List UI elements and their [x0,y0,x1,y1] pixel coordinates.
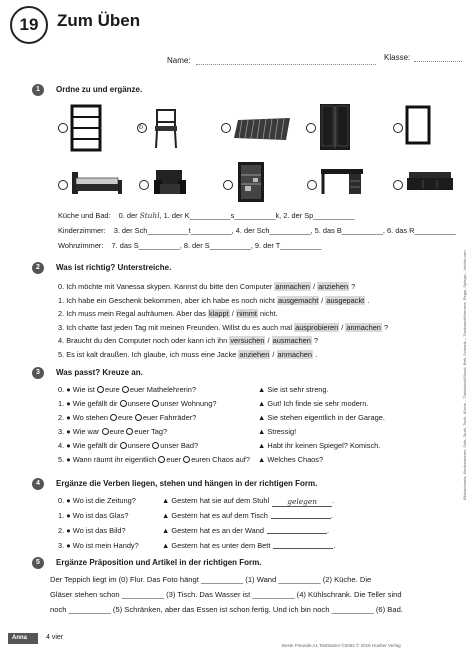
option-separator: / [229,309,236,318]
shelf-image [70,104,102,152]
ex4-answer-line [162,526,329,535]
sofa-image [405,170,455,194]
option-separator: / [319,295,326,305]
question-tail: Fahrräder? [159,413,197,422]
ex3-answer: ▲ Sie ist sehr streng. [258,385,329,394]
choice-radio-schreibtisch[interactable] [307,180,317,190]
option-separator: / [270,349,277,359]
ex3-answer: ▲ Habt ihr keinen Spiegel? Komisch. [258,441,381,450]
choice-radio-kuehlschrank[interactable] [223,180,233,190]
sentence-text: 1. Ich habe ein Geschenk bekommen, aber ich habe es noch nicht [58,295,277,305]
handwritten-answer: Stuhl [139,211,160,220]
ex3-answer: ▲ Welches Chaos? [258,455,324,464]
option-1-label: unsere [127,441,151,450]
ex4-question: 2. ● Wo ist das Bild? [58,526,126,535]
option-a[interactable]: anziehen [239,349,270,359]
armchair-image [152,168,188,198]
exercise-2-number: 2 [32,262,44,274]
room-label: Küche und Bad: [58,211,111,220]
option-1-radio[interactable] [158,456,165,463]
exercise-number-badge: 19 [10,6,48,44]
sentence-text: 5. Es ist kalt draußen. Ich glaube, ich muss eine Jacke [58,349,239,359]
option-1-label: euer [166,455,182,464]
answer-text: ▲ Gestern hat sie auf dem Stuhl [162,496,270,505]
answer-blank[interactable]: gelegen [272,497,332,507]
choice-radio-spiegel[interactable] [393,123,403,133]
exercise-1-heading: Ordne zu und ergänze. [56,85,143,94]
ex3-question [58,399,216,408]
sentence-text: 0. Ich möchte mit Vanessa skypen. Kannst du bitte den Computer [58,282,275,291]
sentence-end: . [330,511,333,520]
room-label: Wohnzimmer: [58,241,104,250]
image-credits-sidebar: Bildnachweis: Kinderzimmer, Sofa, Stuhl, Tisch, Küche – Thinkstock/iStock; Bett, Schrank – Thinkstock/Hemera; Regal, Spiegel – fotolia.com [462,250,467,500]
ex4-question: 3. ● Wo ist mein Handy? [58,541,139,550]
ex3-answer: ▲ Gut! Ich finde sie sehr modern. [258,399,369,408]
option-1-radio[interactable] [120,442,127,449]
sentence-end: nicht. [257,309,278,318]
ex4-answer-line [162,496,334,507]
answer-text: ▲ Gestern hat es an der Wand [162,526,264,535]
class-label: Klasse: [384,53,411,62]
question-text: 4. ● Wie gefällt dir [58,441,118,450]
exercise-1-number: 1 [32,84,44,96]
option-separator: / [310,282,318,291]
ex1-line-text: 7. das S__________, 8. der S__________, 9. der T__________ [111,241,322,250]
option-b[interactable]: anmachen [277,349,313,359]
option-1-label: eure [118,413,133,422]
ex3-answer: ▲ Sie stehen eigentlich in der Garage. [258,413,385,422]
option-b[interactable]: nimmt [236,309,257,318]
mirror-image [405,105,431,145]
option-2-label: euer [129,385,145,394]
page-title: Zum Üben [57,11,141,30]
option-1-radio[interactable] [102,428,109,435]
answer-blank[interactable] [267,533,327,534]
sentence-end: . [365,295,370,305]
ex2-sentence [58,336,318,345]
ex3-question [58,455,250,464]
ex2-sentence [58,309,278,318]
option-2-label: euer [142,413,158,422]
ex3-answer: ▲ Stressig! [258,427,297,436]
choice-radio-sofa[interactable] [393,180,403,190]
option-b[interactable]: ausmachen [272,336,311,345]
chair-image [151,108,181,150]
footer-credit: Beste Freunde A1 Testtrainer ©2052 © 2016 Hueber Verlag [282,643,401,648]
question-tail: Wohnung? [180,399,217,408]
exercise-4-number: 4 [32,478,44,490]
ex1-line-kueche [58,211,354,220]
choice-radio-teppich[interactable] [221,123,231,133]
option-2-radio[interactable] [183,456,190,463]
ex1-line-text: 0. der [118,211,138,220]
choice-radio-regal[interactable] [58,123,68,133]
footer-tab: Anna [8,633,38,644]
ex4-question: 0. ● Wo ist die Zeitung? [58,496,136,505]
question-tail: Tag? [151,427,168,436]
carpet-image [232,116,292,142]
option-1-label: eure [109,427,125,436]
marked-choice-number: 6 [139,123,144,131]
sentence-end: . [333,541,336,550]
name-label: Name: [167,56,191,65]
option-2-label: unser [160,441,179,450]
option-2-radio[interactable] [122,386,129,393]
question-text: 0. ● Wie ist [58,385,95,394]
fridge-image [236,160,266,204]
sentence-text: 3. Ich chatte fast jeden Tag mit meinen Freunden. Willst du es auch mal [58,322,295,332]
question-text: 1. ● Wie gefällt dir [58,399,118,408]
option-b[interactable]: ausgepackt [326,295,365,305]
question-text: 3. ● Wie war [58,427,100,436]
answer-text: ▲ Gestern hat es unter dem Bett [162,541,271,550]
answer-blank[interactable] [273,548,333,549]
choice-radio-sessel[interactable] [139,180,149,190]
ex1-line-text: 3. der Sch__________t__________, 4. der Sch__________, 5. das B__________, 6. das R__________ [113,226,456,235]
option-2-label: unser [160,399,179,408]
bed-image [70,168,124,198]
option-a[interactable]: ausprobieren [295,322,339,332]
page-number: 4 vier [46,634,64,641]
desk-image [319,166,365,198]
ex4-answer-line [162,511,333,520]
sentence-end: . [326,526,330,535]
room-label: Kinderzimmer: [58,226,106,235]
option-2-radio[interactable] [152,400,159,407]
ex1-line-wohnzimmer [58,241,321,250]
question-tail: Mathelehrerin? [146,385,197,394]
sentence-end: . [313,349,318,359]
question-tail: Chaos auf? [212,455,250,464]
sentence-end: ? [311,336,318,345]
option-a[interactable]: ausgemacht [277,295,319,305]
option-a[interactable]: anmachen [275,282,310,291]
ex2-sentence [58,323,388,332]
ex3-question [58,413,196,422]
ex5-text-line: Gläser stehen schon __________ (3) Tisch. Das Wasser ist __________ (4) Kühlschrank. Die Teller sind [50,590,402,599]
exercise-2-heading: Was ist richtig? Unterstreiche. [56,263,172,272]
option-2-radio[interactable] [126,428,133,435]
sentence-end: . [332,496,335,505]
sentence-end: ? [349,282,356,291]
question-tail: Bad? [180,441,199,450]
option-1-radio[interactable] [120,400,127,407]
option-separator: / [265,336,272,345]
exercise-3-number: 3 [32,367,44,379]
option-b[interactable]: anziehen [318,282,349,291]
answer-blank[interactable] [271,518,331,519]
ex4-question: 1. ● Wo ist das Glas? [58,511,129,520]
option-1-radio[interactable] [110,414,117,421]
option-1-label: eure [104,385,120,394]
question-text: 2. ● Wo stehen [58,413,108,422]
question-text: 5. ● Wann räumt ihr eigentlich [58,455,157,464]
ex5-text-line: Der Teppich liegt im (0) Flur. Das Foto hängt __________ (1) Wand __________ (2) Küche. Die [50,575,372,584]
option-2-radio[interactable] [152,442,159,449]
choice-radio-bett[interactable] [58,180,68,190]
sentence-text: 2. Ich muss mein Regal aufräumen. Aber das [58,309,208,318]
ex3-question [58,441,198,450]
ex3-question [58,427,167,436]
option-a[interactable]: klappt [208,309,229,318]
ex2-sentence [58,296,369,305]
option-1-label: unsere [127,399,151,408]
option-2-label: euer [134,427,150,436]
option-b[interactable]: anmachen [346,322,381,332]
class-field[interactable] [414,61,462,62]
ex2-sentence [58,282,355,291]
name-field[interactable] [196,64,376,65]
exercise-5-heading: Ergänze Präposition und Artikel in der richtigen Form. [56,558,262,567]
option-1-radio[interactable] [97,386,104,393]
ex4-answer-line [162,541,335,550]
exercise-5-number: 5 [32,557,44,569]
ex1-line-rest: , 1. der K__________s__________k, 2. der Sp__________ [159,211,355,220]
sentence-end: ? [381,322,389,332]
wardrobe-image [318,102,352,152]
ex5-text-line: noch __________ (5) Schränken, aber das Essen ist schon fertig. Und ich bin noch __________ (6) Bad. [50,605,403,614]
ex2-sentence [58,350,317,359]
ex1-line-kinderzimmer [58,226,456,235]
exercise-4-heading: Ergänze die Verben liegen, stehen und hängen in der richtigen Form. [56,479,318,488]
option-separator: / [339,322,346,332]
ex3-question [58,385,196,394]
option-2-radio[interactable] [135,414,142,421]
option-a[interactable]: versuchen [230,336,265,345]
sentence-text: 4. Braucht du den Computer noch oder kann ich ihn [58,336,230,345]
answer-text: ▲ Gestern hat es auf dem Tisch [162,511,268,520]
choice-radio-kleiderschrank[interactable] [306,123,316,133]
option-2-label: euren [191,455,211,464]
exercise-3-heading: Was passt? Kreuze an. [56,368,143,377]
